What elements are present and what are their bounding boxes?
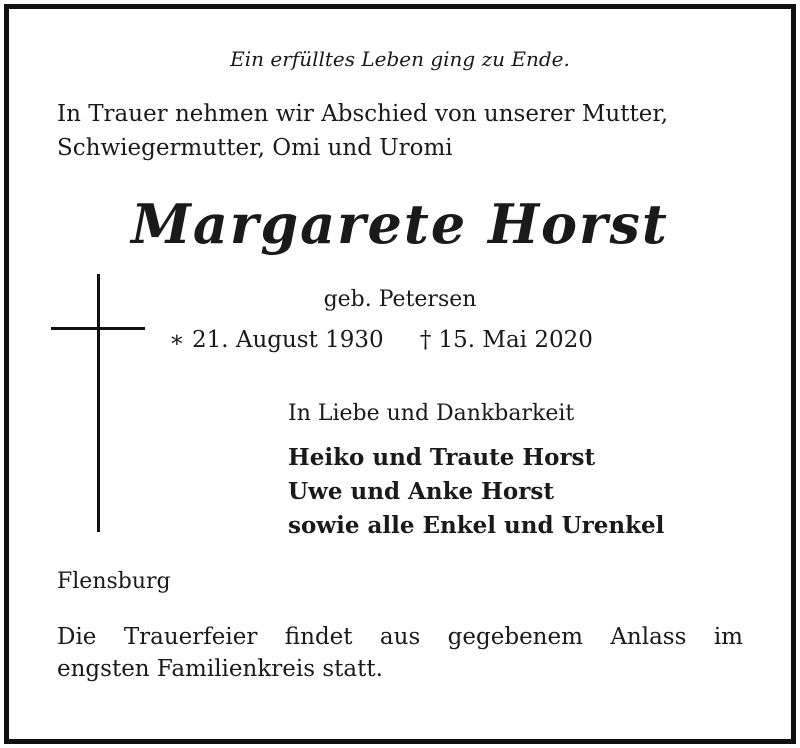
cross-vertical-bar: [97, 274, 100, 532]
funeral-notice: [57, 621, 743, 685]
obituary-frame: [4, 4, 796, 744]
intro-text: [57, 97, 668, 165]
birth-date: ∗ 21. August 1930: [169, 327, 384, 353]
intro-line: In Trauer nehmen wir Abschied von unserer Mutter,: [57, 101, 669, 127]
birth-name: geb. Petersen: [323, 287, 477, 312]
thanks-line: In Liebe und Dankbarkeit: [288, 401, 575, 426]
mourner-line: Heiko und Traute Horst: [288, 444, 596, 471]
deceased-name: Margarete Horst: [131, 192, 669, 256]
life-dates: [169, 327, 593, 353]
mourner-line: sowie alle Enkel und Urenkel: [288, 512, 665, 539]
place-name: Flensburg: [57, 569, 171, 594]
mourner-line: Uwe und Anke Horst: [288, 478, 554, 505]
mourners-list: [288, 441, 664, 543]
cross-horizontal-bar: [51, 327, 145, 330]
funeral-line: Die Trauerfeier findet aus gegebenem Anlass im: [57, 624, 743, 650]
funeral-line: engsten Familienkreis statt.: [57, 656, 383, 682]
death-date: † 15. Mai 2020: [419, 327, 593, 353]
intro-line: Schwiegermutter, Omi und Uromi: [57, 135, 453, 161]
motto-line: Ein erfülltes Leben ging zu Ende.: [230, 47, 570, 71]
